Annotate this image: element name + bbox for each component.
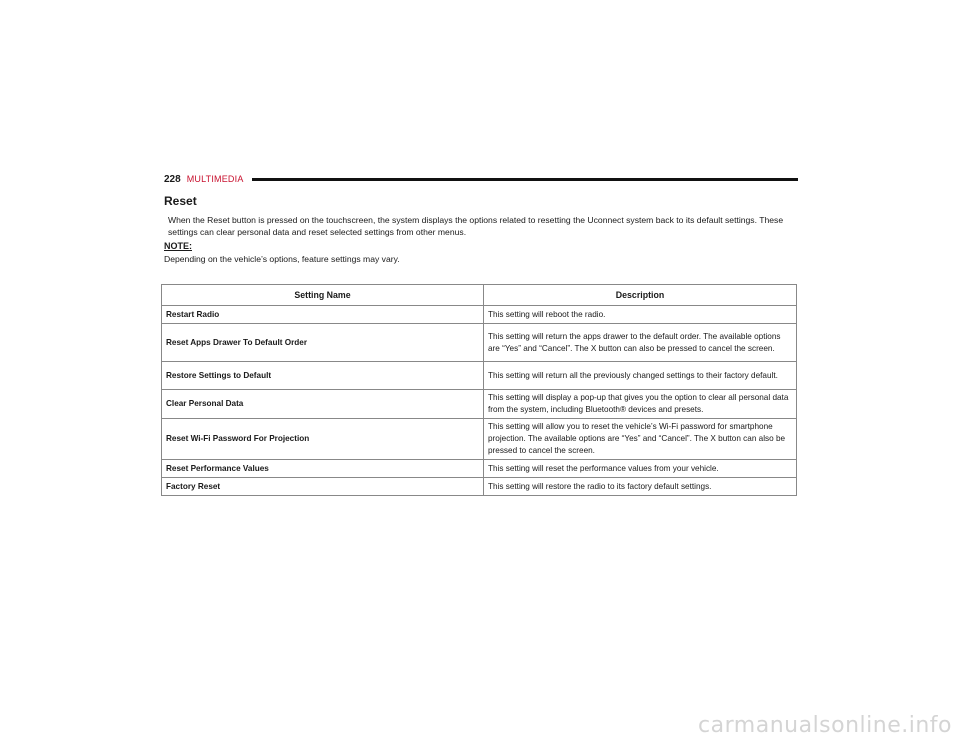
page-header <box>164 172 798 186</box>
setting-name: Reset Apps Drawer To Default Order <box>162 324 484 362</box>
section-label: MULTIMEDIA <box>186 174 244 184</box>
setting-name: Clear Personal Data <box>162 390 484 419</box>
header-rule <box>252 178 798 181</box>
setting-name: Reset Wi-Fi Password For Projection <box>162 419 484 460</box>
page-number: 228 <box>164 173 181 185</box>
setting-name: Reset Performance Values <box>162 460 484 478</box>
section-title: Reset <box>164 194 197 208</box>
reset-settings-table <box>161 284 797 496</box>
setting-name: Factory Reset <box>162 478 484 496</box>
setting-description: This setting will restore the radio to its factory default settings. <box>484 478 797 496</box>
column-header-description: Description <box>484 285 797 306</box>
watermark: carmanualsonline.info <box>698 713 952 738</box>
table-row <box>162 419 797 460</box>
setting-description: This setting will reset the performance values from your vehicle. <box>484 460 797 478</box>
setting-description: This setting will reboot the radio. <box>484 306 797 324</box>
table-row <box>162 306 797 324</box>
table-row <box>162 390 797 419</box>
setting-description: This setting will allow you to reset the vehicle’s Wi-Fi password for smartphone projection. The available options are “Yes” and “Cancel”. The X button can also be pressed to cancel the screen. <box>484 419 797 460</box>
note-text: Depending on the vehicle’s options, feature settings may vary. <box>164 254 400 264</box>
table-row <box>162 460 797 478</box>
setting-name: Restart Radio <box>162 306 484 324</box>
setting-name: Restore Settings to Default <box>162 362 484 390</box>
setting-description: This setting will return all the previously changed settings to their factory default. <box>484 362 797 390</box>
note-label: NOTE: <box>164 241 192 251</box>
table-header-row <box>162 285 797 306</box>
setting-description: This setting will display a pop-up that gives you the option to clear all personal data from the system, including Bluetooth® devices and presets. <box>484 390 797 419</box>
column-header-setting-name: Setting Name <box>162 285 484 306</box>
setting-description: This setting will return the apps drawer to the default order. The available options are “Yes” and “Cancel”. The X button can also be pressed to cancel the screen. <box>484 324 797 362</box>
table-row <box>162 362 797 390</box>
intro-paragraph: When the Reset button is pressed on the touchscreen, the system displays the options related to resetting the Uconnect system back to its default settings. These settings can clear personal data and reset selected settings from other menus. <box>168 215 784 237</box>
table-row <box>162 478 797 496</box>
table-row <box>162 324 797 362</box>
